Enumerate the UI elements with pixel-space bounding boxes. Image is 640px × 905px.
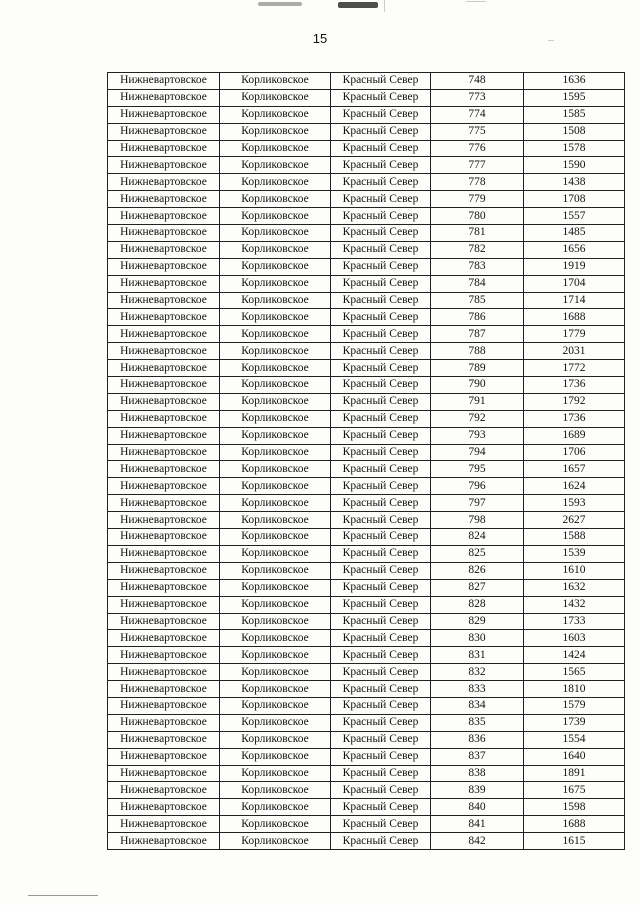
district-cell: Нижневартовское <box>108 731 220 748</box>
area-cell: 1689 <box>524 427 625 444</box>
area-cell: 1733 <box>524 613 625 630</box>
quarter-cell: 793 <box>431 427 524 444</box>
forestry-cell: Корликовское <box>220 647 331 664</box>
quarter-cell: 824 <box>431 529 524 546</box>
district-cell: Нижневартовское <box>108 816 220 833</box>
quarter-cell: 786 <box>431 309 524 326</box>
table-row <box>108 140 625 157</box>
quarter-cell: 774 <box>431 106 524 123</box>
table-row <box>108 495 625 512</box>
sub-forestry-cell: Красный Север <box>331 647 431 664</box>
area-cell: 1565 <box>524 664 625 681</box>
area-cell: 1595 <box>524 89 625 106</box>
sub-forestry-cell: Красный Север <box>331 545 431 562</box>
district-cell: Нижневартовское <box>108 123 220 140</box>
sub-forestry-cell: Красный Север <box>331 512 431 529</box>
district-cell: Нижневартовское <box>108 89 220 106</box>
quarter-cell: 833 <box>431 681 524 698</box>
forestry-cell: Корликовское <box>220 258 331 275</box>
district-cell: Нижневартовское <box>108 697 220 714</box>
quarter-cell: 783 <box>431 258 524 275</box>
table-row <box>108 816 625 833</box>
district-cell: Нижневартовское <box>108 73 220 90</box>
table-row <box>108 512 625 529</box>
area-cell: 1603 <box>524 630 625 647</box>
table-row <box>108 647 625 664</box>
table-row <box>108 748 625 765</box>
table-row <box>108 681 625 698</box>
district-cell: Нижневартовское <box>108 140 220 157</box>
area-cell: 1919 <box>524 258 625 275</box>
district-cell: Нижневартовское <box>108 377 220 394</box>
table-row <box>108 697 625 714</box>
district-cell: Нижневартовское <box>108 326 220 343</box>
table-row <box>108 782 625 799</box>
quarter-cell: 837 <box>431 748 524 765</box>
forestry-cell: Корликовское <box>220 697 331 714</box>
forestry-cell: Корликовское <box>220 444 331 461</box>
district-cell: Нижневартовское <box>108 292 220 309</box>
quarter-cell: 790 <box>431 377 524 394</box>
quarter-cell: 779 <box>431 191 524 208</box>
table-row <box>108 191 625 208</box>
sub-forestry-cell: Красный Север <box>331 410 431 427</box>
forestry-cell: Корликовское <box>220 393 331 410</box>
quarter-cell: 842 <box>431 833 524 850</box>
district-cell: Нижневартовское <box>108 258 220 275</box>
quarter-cell: 825 <box>431 545 524 562</box>
sub-forestry-cell: Красный Север <box>331 73 431 90</box>
sub-forestry-cell: Красный Север <box>331 208 431 225</box>
sub-forestry-cell: Красный Север <box>331 596 431 613</box>
area-cell: 2627 <box>524 512 625 529</box>
table-row <box>108 579 625 596</box>
table-row <box>108 309 625 326</box>
table-row <box>108 275 625 292</box>
area-cell: 1688 <box>524 816 625 833</box>
area-cell: 1640 <box>524 748 625 765</box>
forestry-cell: Корликовское <box>220 664 331 681</box>
forestry-cell: Корликовское <box>220 816 331 833</box>
forestry-cell: Корликовское <box>220 360 331 377</box>
district-cell: Нижневартовское <box>108 461 220 478</box>
sub-forestry-cell: Красный Север <box>331 613 431 630</box>
forestry-cell: Корликовское <box>220 208 331 225</box>
sub-forestry-cell: Красный Север <box>331 765 431 782</box>
table-row <box>108 225 625 242</box>
district-cell: Нижневартовское <box>108 225 220 242</box>
forestry-cell: Корликовское <box>220 545 331 562</box>
quarter-cell: 826 <box>431 562 524 579</box>
table-row <box>108 731 625 748</box>
area-cell: 1688 <box>524 309 625 326</box>
table-row <box>108 664 625 681</box>
table-row <box>108 393 625 410</box>
area-cell: 1579 <box>524 697 625 714</box>
forestry-cell: Корликовское <box>220 191 331 208</box>
table-row <box>108 799 625 816</box>
area-cell: 1779 <box>524 326 625 343</box>
sub-forestry-cell: Красный Север <box>331 529 431 546</box>
forestry-cell: Корликовское <box>220 562 331 579</box>
sub-forestry-cell: Красный Север <box>331 427 431 444</box>
quarter-cell: 748 <box>431 73 524 90</box>
area-cell: 1632 <box>524 579 625 596</box>
quarter-cell: 830 <box>431 630 524 647</box>
district-cell: Нижневартовское <box>108 545 220 562</box>
forestry-cell: Корликовское <box>220 73 331 90</box>
district-cell: Нижневартовское <box>108 562 220 579</box>
forestry-cell: Корликовское <box>220 174 331 191</box>
forestry-cell: Корликовское <box>220 714 331 731</box>
forestry-cell: Корликовское <box>220 241 331 258</box>
table-row <box>108 630 625 647</box>
quarter-cell: 829 <box>431 613 524 630</box>
table-row <box>108 123 625 140</box>
quarter-cell: 787 <box>431 326 524 343</box>
forestry-cell: Корликовское <box>220 292 331 309</box>
sub-forestry-cell: Красный Север <box>331 191 431 208</box>
quarter-cell: 838 <box>431 765 524 782</box>
quarter-cell: 828 <box>431 596 524 613</box>
forestry-cell: Корликовское <box>220 579 331 596</box>
district-cell: Нижневартовское <box>108 241 220 258</box>
sub-forestry-cell: Красный Север <box>331 309 431 326</box>
sub-forestry-cell: Красный Север <box>331 731 431 748</box>
district-cell: Нижневартовское <box>108 833 220 850</box>
quarter-cell: 835 <box>431 714 524 731</box>
land-plot-table <box>107 72 625 850</box>
sub-forestry-cell: Красный Север <box>331 275 431 292</box>
district-cell: Нижневартовское <box>108 478 220 495</box>
sub-forestry-cell: Красный Север <box>331 681 431 698</box>
area-cell: 1593 <box>524 495 625 512</box>
table-row <box>108 545 625 562</box>
area-cell: 1656 <box>524 241 625 258</box>
sub-forestry-cell: Красный Север <box>331 123 431 140</box>
area-cell: 1438 <box>524 174 625 191</box>
area-cell: 1810 <box>524 681 625 698</box>
scan-artifact <box>258 2 302 6</box>
area-cell: 1772 <box>524 360 625 377</box>
area-cell: 1739 <box>524 714 625 731</box>
sub-forestry-cell: Красный Север <box>331 140 431 157</box>
area-cell: 1585 <box>524 106 625 123</box>
table-row <box>108 73 625 90</box>
table-row <box>108 208 625 225</box>
forestry-cell: Корликовское <box>220 782 331 799</box>
table-row <box>108 478 625 495</box>
sub-forestry-cell: Красный Север <box>331 579 431 596</box>
quarter-cell: 778 <box>431 174 524 191</box>
table-row <box>108 444 625 461</box>
area-cell: 1792 <box>524 393 625 410</box>
quarter-cell: 781 <box>431 225 524 242</box>
sub-forestry-cell: Красный Север <box>331 343 431 360</box>
area-cell: 1736 <box>524 377 625 394</box>
area-cell: 1610 <box>524 562 625 579</box>
table-row <box>108 174 625 191</box>
forestry-cell: Корликовское <box>220 478 331 495</box>
district-cell: Нижневартовское <box>108 748 220 765</box>
forestry-cell: Корликовское <box>220 140 331 157</box>
forestry-cell: Корликовское <box>220 343 331 360</box>
forestry-cell: Корликовское <box>220 495 331 512</box>
quarter-cell: 789 <box>431 360 524 377</box>
district-cell: Нижневартовское <box>108 393 220 410</box>
forestry-cell: Корликовское <box>220 157 331 174</box>
table-row <box>108 326 625 343</box>
scan-artifact <box>466 1 486 2</box>
forestry-cell: Корликовское <box>220 377 331 394</box>
district-cell: Нижневартовское <box>108 782 220 799</box>
table-row <box>108 714 625 731</box>
page-number: 15 <box>312 31 328 46</box>
quarter-cell: 831 <box>431 647 524 664</box>
district-cell: Нижневартовское <box>108 410 220 427</box>
district-cell: Нижневартовское <box>108 596 220 613</box>
forestry-cell: Корликовское <box>220 427 331 444</box>
sub-forestry-cell: Красный Север <box>331 562 431 579</box>
sub-forestry-cell: Красный Север <box>331 630 431 647</box>
forestry-cell: Корликовское <box>220 529 331 546</box>
district-cell: Нижневартовское <box>108 174 220 191</box>
forestry-cell: Корликовское <box>220 309 331 326</box>
table-row <box>108 157 625 174</box>
district-cell: Нижневартовское <box>108 765 220 782</box>
sub-forestry-cell: Красный Север <box>331 664 431 681</box>
sub-forestry-cell: Красный Север <box>331 444 431 461</box>
quarter-cell: 841 <box>431 816 524 833</box>
district-cell: Нижневартовское <box>108 630 220 647</box>
sub-forestry-cell: Красный Север <box>331 799 431 816</box>
district-cell: Нижневартовское <box>108 208 220 225</box>
area-cell: 1624 <box>524 478 625 495</box>
table-row <box>108 241 625 258</box>
quarter-cell: 784 <box>431 275 524 292</box>
sub-forestry-cell: Красный Север <box>331 157 431 174</box>
quarter-cell: 791 <box>431 393 524 410</box>
district-cell: Нижневартовское <box>108 343 220 360</box>
table-row <box>108 343 625 360</box>
table-row <box>108 613 625 630</box>
sub-forestry-cell: Красный Север <box>331 292 431 309</box>
district-cell: Нижневартовское <box>108 613 220 630</box>
sub-forestry-cell: Красный Север <box>331 461 431 478</box>
area-cell: 1657 <box>524 461 625 478</box>
sub-forestry-cell: Красный Север <box>331 89 431 106</box>
sub-forestry-cell: Красный Север <box>331 495 431 512</box>
sub-forestry-cell: Красный Север <box>331 106 431 123</box>
quarter-cell: 788 <box>431 343 524 360</box>
district-cell: Нижневартовское <box>108 579 220 596</box>
sub-forestry-cell: Красный Север <box>331 748 431 765</box>
district-cell: Нижневартовское <box>108 157 220 174</box>
area-cell: 1706 <box>524 444 625 461</box>
forestry-cell: Корликовское <box>220 225 331 242</box>
quarter-cell: 785 <box>431 292 524 309</box>
sub-forestry-cell: Красный Север <box>331 360 431 377</box>
forestry-cell: Корликовское <box>220 799 331 816</box>
district-cell: Нижневартовское <box>108 309 220 326</box>
table-row <box>108 562 625 579</box>
forestry-cell: Корликовское <box>220 596 331 613</box>
forestry-cell: Корликовское <box>220 89 331 106</box>
forestry-cell: Корликовское <box>220 613 331 630</box>
sub-forestry-cell: Красный Север <box>331 225 431 242</box>
quarter-cell: 782 <box>431 241 524 258</box>
area-cell: 1598 <box>524 799 625 816</box>
district-cell: Нижневартовское <box>108 444 220 461</box>
sub-forestry-cell: Красный Север <box>331 697 431 714</box>
sub-forestry-cell: Красный Север <box>331 326 431 343</box>
table-row <box>108 106 625 123</box>
sub-forestry-cell: Красный Север <box>331 816 431 833</box>
scan-artifact <box>28 895 98 896</box>
area-cell: 1590 <box>524 157 625 174</box>
table-row <box>108 292 625 309</box>
forestry-cell: Корликовское <box>220 512 331 529</box>
sub-forestry-cell: Красный Север <box>331 478 431 495</box>
sub-forestry-cell: Красный Север <box>331 258 431 275</box>
district-cell: Нижневартовское <box>108 191 220 208</box>
area-cell: 1508 <box>524 123 625 140</box>
area-cell: 1578 <box>524 140 625 157</box>
area-cell: 1539 <box>524 545 625 562</box>
table-row <box>108 89 625 106</box>
area-cell: 1636 <box>524 73 625 90</box>
quarter-cell: 832 <box>431 664 524 681</box>
forestry-cell: Корликовское <box>220 275 331 292</box>
table-row <box>108 360 625 377</box>
district-cell: Нижневартовское <box>108 681 220 698</box>
sub-forestry-cell: Красный Север <box>331 782 431 799</box>
forestry-cell: Корликовское <box>220 765 331 782</box>
quarter-cell: 834 <box>431 697 524 714</box>
district-cell: Нижневартовское <box>108 427 220 444</box>
district-cell: Нижневартовское <box>108 360 220 377</box>
district-cell: Нижневартовское <box>108 512 220 529</box>
quarter-cell: 773 <box>431 89 524 106</box>
quarter-cell: 798 <box>431 512 524 529</box>
quarter-cell: 794 <box>431 444 524 461</box>
forestry-cell: Корликовское <box>220 833 331 850</box>
table-row <box>108 258 625 275</box>
area-cell: 1736 <box>524 410 625 427</box>
quarter-cell: 775 <box>431 123 524 140</box>
forestry-cell: Корликовское <box>220 731 331 748</box>
area-cell: 1554 <box>524 731 625 748</box>
table-row <box>108 427 625 444</box>
district-cell: Нижневартовское <box>108 495 220 512</box>
area-cell: 1891 <box>524 765 625 782</box>
area-cell: 1675 <box>524 782 625 799</box>
quarter-cell: 776 <box>431 140 524 157</box>
district-cell: Нижневартовское <box>108 714 220 731</box>
forestry-cell: Корликовское <box>220 461 331 478</box>
table-row <box>108 410 625 427</box>
area-cell: 1714 <box>524 292 625 309</box>
quarter-cell: 836 <box>431 731 524 748</box>
scan-artifact <box>338 2 378 8</box>
forestry-cell: Корликовское <box>220 748 331 765</box>
quarter-cell: 795 <box>431 461 524 478</box>
district-cell: Нижневартовское <box>108 106 220 123</box>
district-cell: Нижневартовское <box>108 647 220 664</box>
area-cell: 1424 <box>524 647 625 664</box>
sub-forestry-cell: Красный Север <box>331 393 431 410</box>
district-cell: Нижневартовское <box>108 799 220 816</box>
table-row <box>108 377 625 394</box>
forestry-cell: Корликовское <box>220 410 331 427</box>
sub-forestry-cell: Красный Север <box>331 714 431 731</box>
quarter-cell: 780 <box>431 208 524 225</box>
forestry-cell: Корликовское <box>220 106 331 123</box>
table-row <box>108 596 625 613</box>
forestry-cell: Корликовское <box>220 123 331 140</box>
table-row <box>108 529 625 546</box>
area-cell: 1708 <box>524 191 625 208</box>
quarter-cell: 796 <box>431 478 524 495</box>
area-cell: 1615 <box>524 833 625 850</box>
table-row <box>108 461 625 478</box>
forestry-cell: Корликовское <box>220 681 331 698</box>
quarter-cell: 792 <box>431 410 524 427</box>
district-cell: Нижневартовское <box>108 275 220 292</box>
area-cell: 1704 <box>524 275 625 292</box>
district-cell: Нижневартовское <box>108 664 220 681</box>
sub-forestry-cell: Красный Север <box>331 833 431 850</box>
area-cell: 1485 <box>524 225 625 242</box>
sub-forestry-cell: Красный Север <box>331 377 431 394</box>
quarter-cell: 839 <box>431 782 524 799</box>
forestry-cell: Корликовское <box>220 630 331 647</box>
area-cell: 1432 <box>524 596 625 613</box>
quarter-cell: 827 <box>431 579 524 596</box>
scan-artifact <box>384 0 385 12</box>
table-row <box>108 765 625 782</box>
area-cell: 2031 <box>524 343 625 360</box>
quarter-cell: 840 <box>431 799 524 816</box>
area-cell: 1557 <box>524 208 625 225</box>
quarter-cell: 777 <box>431 157 524 174</box>
sub-forestry-cell: Красный Север <box>331 174 431 191</box>
area-cell: 1588 <box>524 529 625 546</box>
district-cell: Нижневартовское <box>108 529 220 546</box>
quarter-cell: 797 <box>431 495 524 512</box>
forestry-cell: Корликовское <box>220 326 331 343</box>
sub-forestry-cell: Красный Север <box>331 241 431 258</box>
table-row <box>108 833 625 850</box>
